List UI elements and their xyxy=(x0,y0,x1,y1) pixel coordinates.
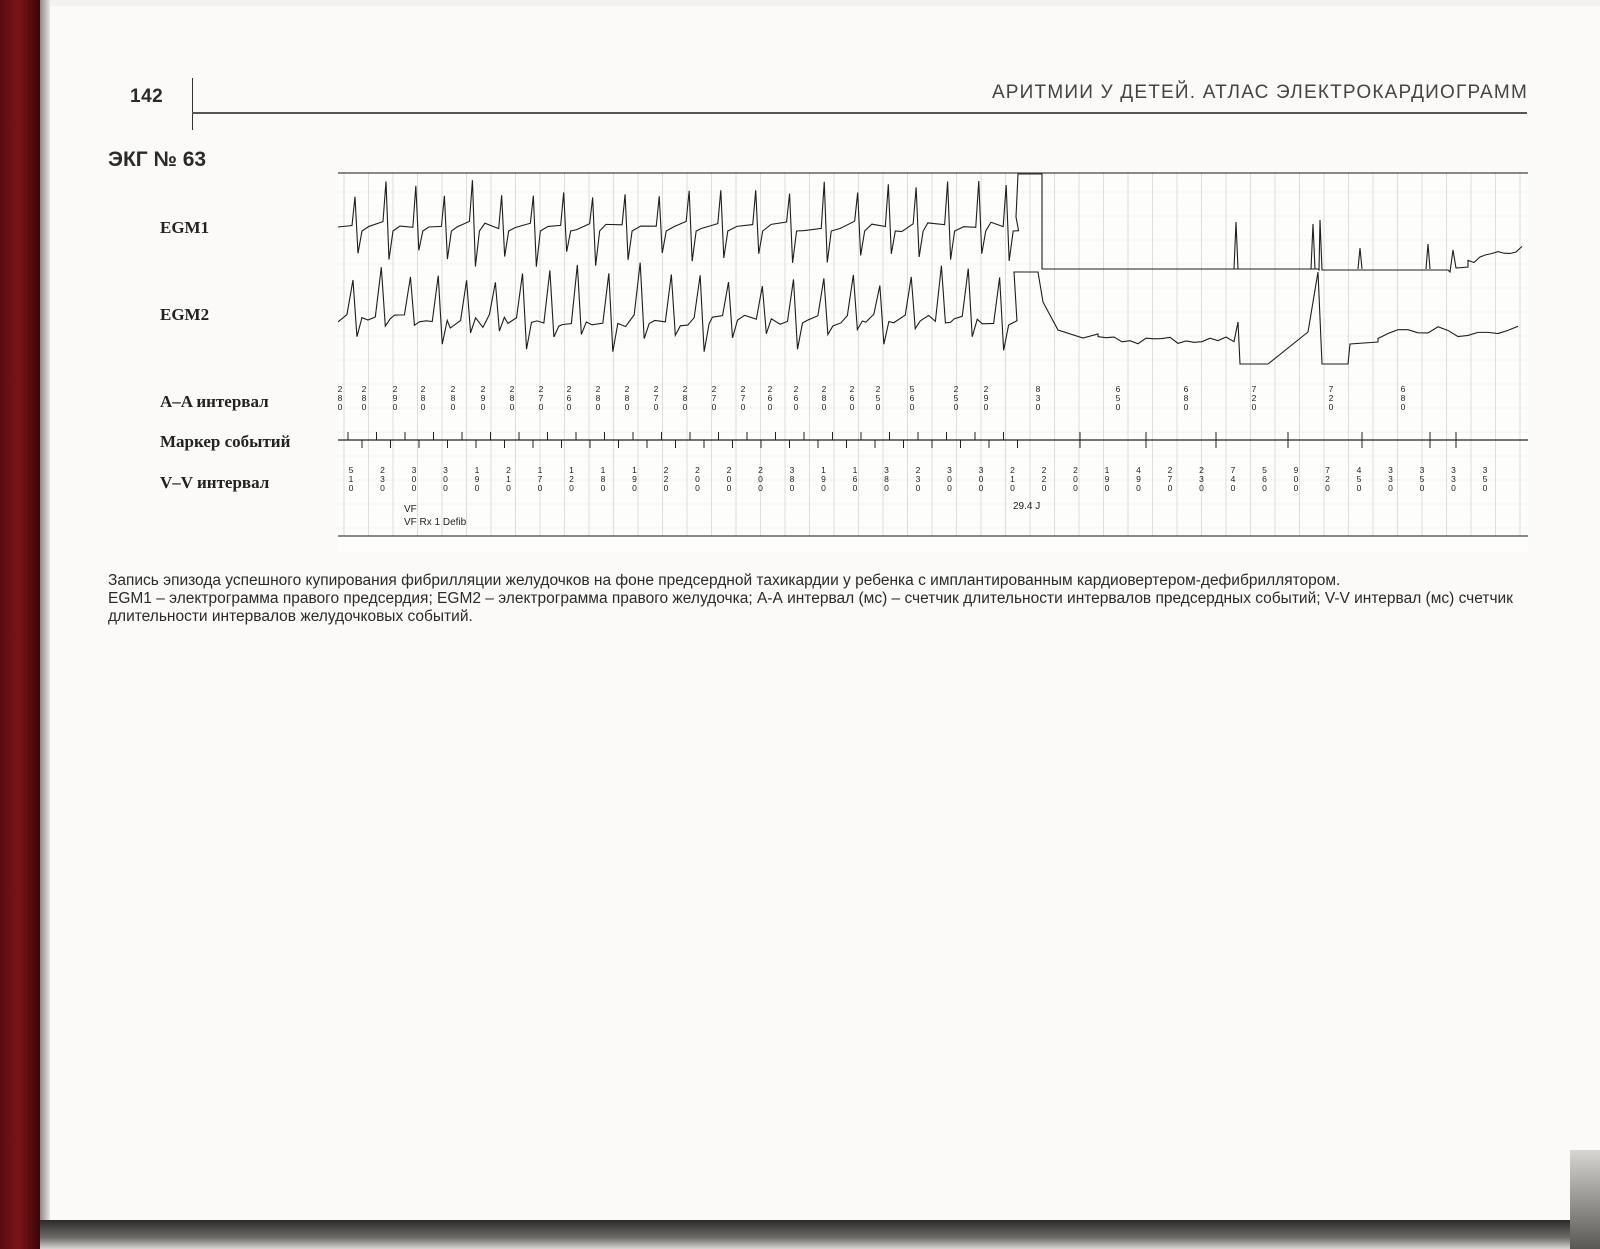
aa-interval-value: 2 9 0 xyxy=(983,384,989,412)
vv-interval-value: 2 3 0 xyxy=(915,465,921,493)
running-title: АРИТМИИ У ДЕТЕЙ. АТЛАС ЭЛЕКТРОКАРДИОГРАММ xyxy=(991,82,1528,103)
vv-interval-value: 2 0 0 xyxy=(758,465,763,493)
vv-interval-value: 1 9 0 xyxy=(821,465,826,493)
vv-interval-value: 3 0 0 xyxy=(411,465,417,493)
energy-annotation: 29.4 J xyxy=(1013,501,1041,512)
vf-annotation: VF xyxy=(404,504,417,515)
header-divider-vertical xyxy=(192,78,193,130)
aa-interval-value: 2 8 0 xyxy=(338,384,343,412)
vv-interval-value: 3 8 0 xyxy=(884,465,889,493)
book-spine xyxy=(0,0,40,1249)
vv-interval-value: 2 0 0 xyxy=(695,465,700,493)
aa-interval-value: 2 6 0 xyxy=(566,384,572,412)
aa-interval-value: 2 6 0 xyxy=(767,384,773,412)
vv-interval-value: 3 5 0 xyxy=(1482,465,1488,493)
vv-interval-value: 3 0 0 xyxy=(978,465,984,493)
vv-interval-value: 2 2 0 xyxy=(1041,465,1047,493)
vv-interval-value: 2 3 0 xyxy=(1199,465,1204,493)
vv-interval-value: 2 7 0 xyxy=(1167,465,1173,493)
aa-interval-value: 2 8 0 xyxy=(450,384,456,412)
aa-interval-value: 2 8 0 xyxy=(509,384,515,412)
aa-interval-value: 6 8 0 xyxy=(1400,384,1406,412)
vv-interval-value: 1 2 0 xyxy=(569,465,574,493)
vv-interval-value: 2 3 0 xyxy=(380,465,385,493)
vv-interval-value: 3 5 0 xyxy=(1419,465,1425,493)
vv-interval-value: 5 1 0 xyxy=(348,465,354,493)
therapy-annotation: VF Rx 1 Defib xyxy=(404,517,467,528)
aa-interval-value: 2 8 0 xyxy=(682,384,688,412)
ecg-strip xyxy=(338,172,1528,552)
aa-interval-value: 7 2 0 xyxy=(1251,384,1257,412)
aa-interval-value: 2 7 0 xyxy=(653,384,659,412)
aa-interval-value: 2 6 0 xyxy=(849,384,855,412)
vv-interval-value: 1 8 0 xyxy=(600,465,606,493)
aa-interval-value: 2 9 0 xyxy=(480,384,486,412)
aa-interval-value: 2 7 0 xyxy=(711,384,717,412)
egm1-label: EGM1 xyxy=(160,218,210,237)
vv-interval-value: 4 5 0 xyxy=(1356,465,1362,493)
vv-interval-value: 1 9 0 xyxy=(474,465,480,493)
aa-interval-value: 2 5 0 xyxy=(875,384,881,412)
vv-interval-value: 1 9 0 xyxy=(632,465,637,493)
vv-interval-value: 2 0 0 xyxy=(726,465,732,493)
aa-interval-value: 2 8 0 xyxy=(420,384,426,412)
vv-interval-value: 2 0 0 xyxy=(1073,465,1078,493)
aa-interval-value: 2 8 0 xyxy=(624,384,630,412)
ecg-title: ЭКГ № 63 xyxy=(108,148,207,171)
egm2-label: EGM2 xyxy=(160,305,210,324)
vv-interval-value: 3 0 0 xyxy=(443,465,448,493)
vv-interval-value: 1 9 0 xyxy=(1104,465,1110,493)
vv-interval-value: 5 6 0 xyxy=(1262,465,1267,493)
strip-background xyxy=(338,172,1528,552)
aa-interval-value: 2 9 0 xyxy=(392,384,398,412)
bottom-shadow xyxy=(40,1220,1600,1249)
vv-interval-value: 7 2 0 xyxy=(1325,465,1330,493)
aa-interval-value: 2 8 0 xyxy=(821,384,827,412)
vv-interval-value: 2 2 0 xyxy=(663,465,669,493)
aa-interval-value: 2 5 0 xyxy=(953,384,959,412)
aa-interval-value: 8 3 0 xyxy=(1035,384,1041,412)
vv-interval-value: 2 1 0 xyxy=(1010,465,1015,493)
aa-interval-value: 2 8 0 xyxy=(361,384,367,412)
caption-line-1: Запись эпизода успешного купирования фибрилляции желудочков на фоне предсердной тахикардии у ребенка с имплантированным кардиовертером-дефибриллятором. xyxy=(108,572,1341,589)
figure-caption xyxy=(108,572,1533,626)
vv-interval-value: 7 4 0 xyxy=(1230,465,1236,493)
vv-interval-value: 4 9 0 xyxy=(1136,465,1141,493)
aa-interval-value: 5 6 0 xyxy=(909,384,915,412)
aa-interval-value: 6 5 0 xyxy=(1115,384,1121,412)
vv-interval-value: 1 7 0 xyxy=(537,465,543,493)
vv-interval-value: 3 3 0 xyxy=(1451,465,1456,493)
page-edge xyxy=(40,0,50,1249)
aa-interval-value: 2 7 0 xyxy=(740,384,746,412)
aa-interval-value: 2 6 0 xyxy=(793,384,799,412)
vv-interval-value: 1 6 0 xyxy=(852,465,858,493)
right-page-edge xyxy=(1570,1150,1600,1249)
vv-interval-value: 2 1 0 xyxy=(506,465,511,493)
aa-interval-value: 2 7 0 xyxy=(538,384,544,412)
vv-interval-value: 3 3 0 xyxy=(1388,465,1393,493)
vv-interval-value: 9 0 0 xyxy=(1293,465,1299,493)
vv-interval-value: 3 0 0 xyxy=(947,465,952,493)
aa-interval-value: 2 8 0 xyxy=(595,384,601,412)
aa-interval-value: 7 2 0 xyxy=(1328,384,1334,412)
page-number: 142 xyxy=(130,86,164,107)
vv-interval-value: 3 8 0 xyxy=(789,465,795,493)
aa-interval-value: 6 8 0 xyxy=(1183,384,1189,412)
caption-line-2: EGM1 – электрограмма правого предсердия; EGM2 – электрограмма правого желудочка; А-А интервал (мс) – счетчик длительности интервалов предсердных событий; V-V интервал (мс) счетчик длительности интервалов желудочковых событий. xyxy=(108,590,1513,625)
vv-interval-label: V–V интервал xyxy=(160,473,270,492)
event-marker-label: Маркер событий xyxy=(160,432,291,451)
header-rule xyxy=(192,112,1527,114)
aa-interval-label: A–A интервал xyxy=(160,392,269,411)
